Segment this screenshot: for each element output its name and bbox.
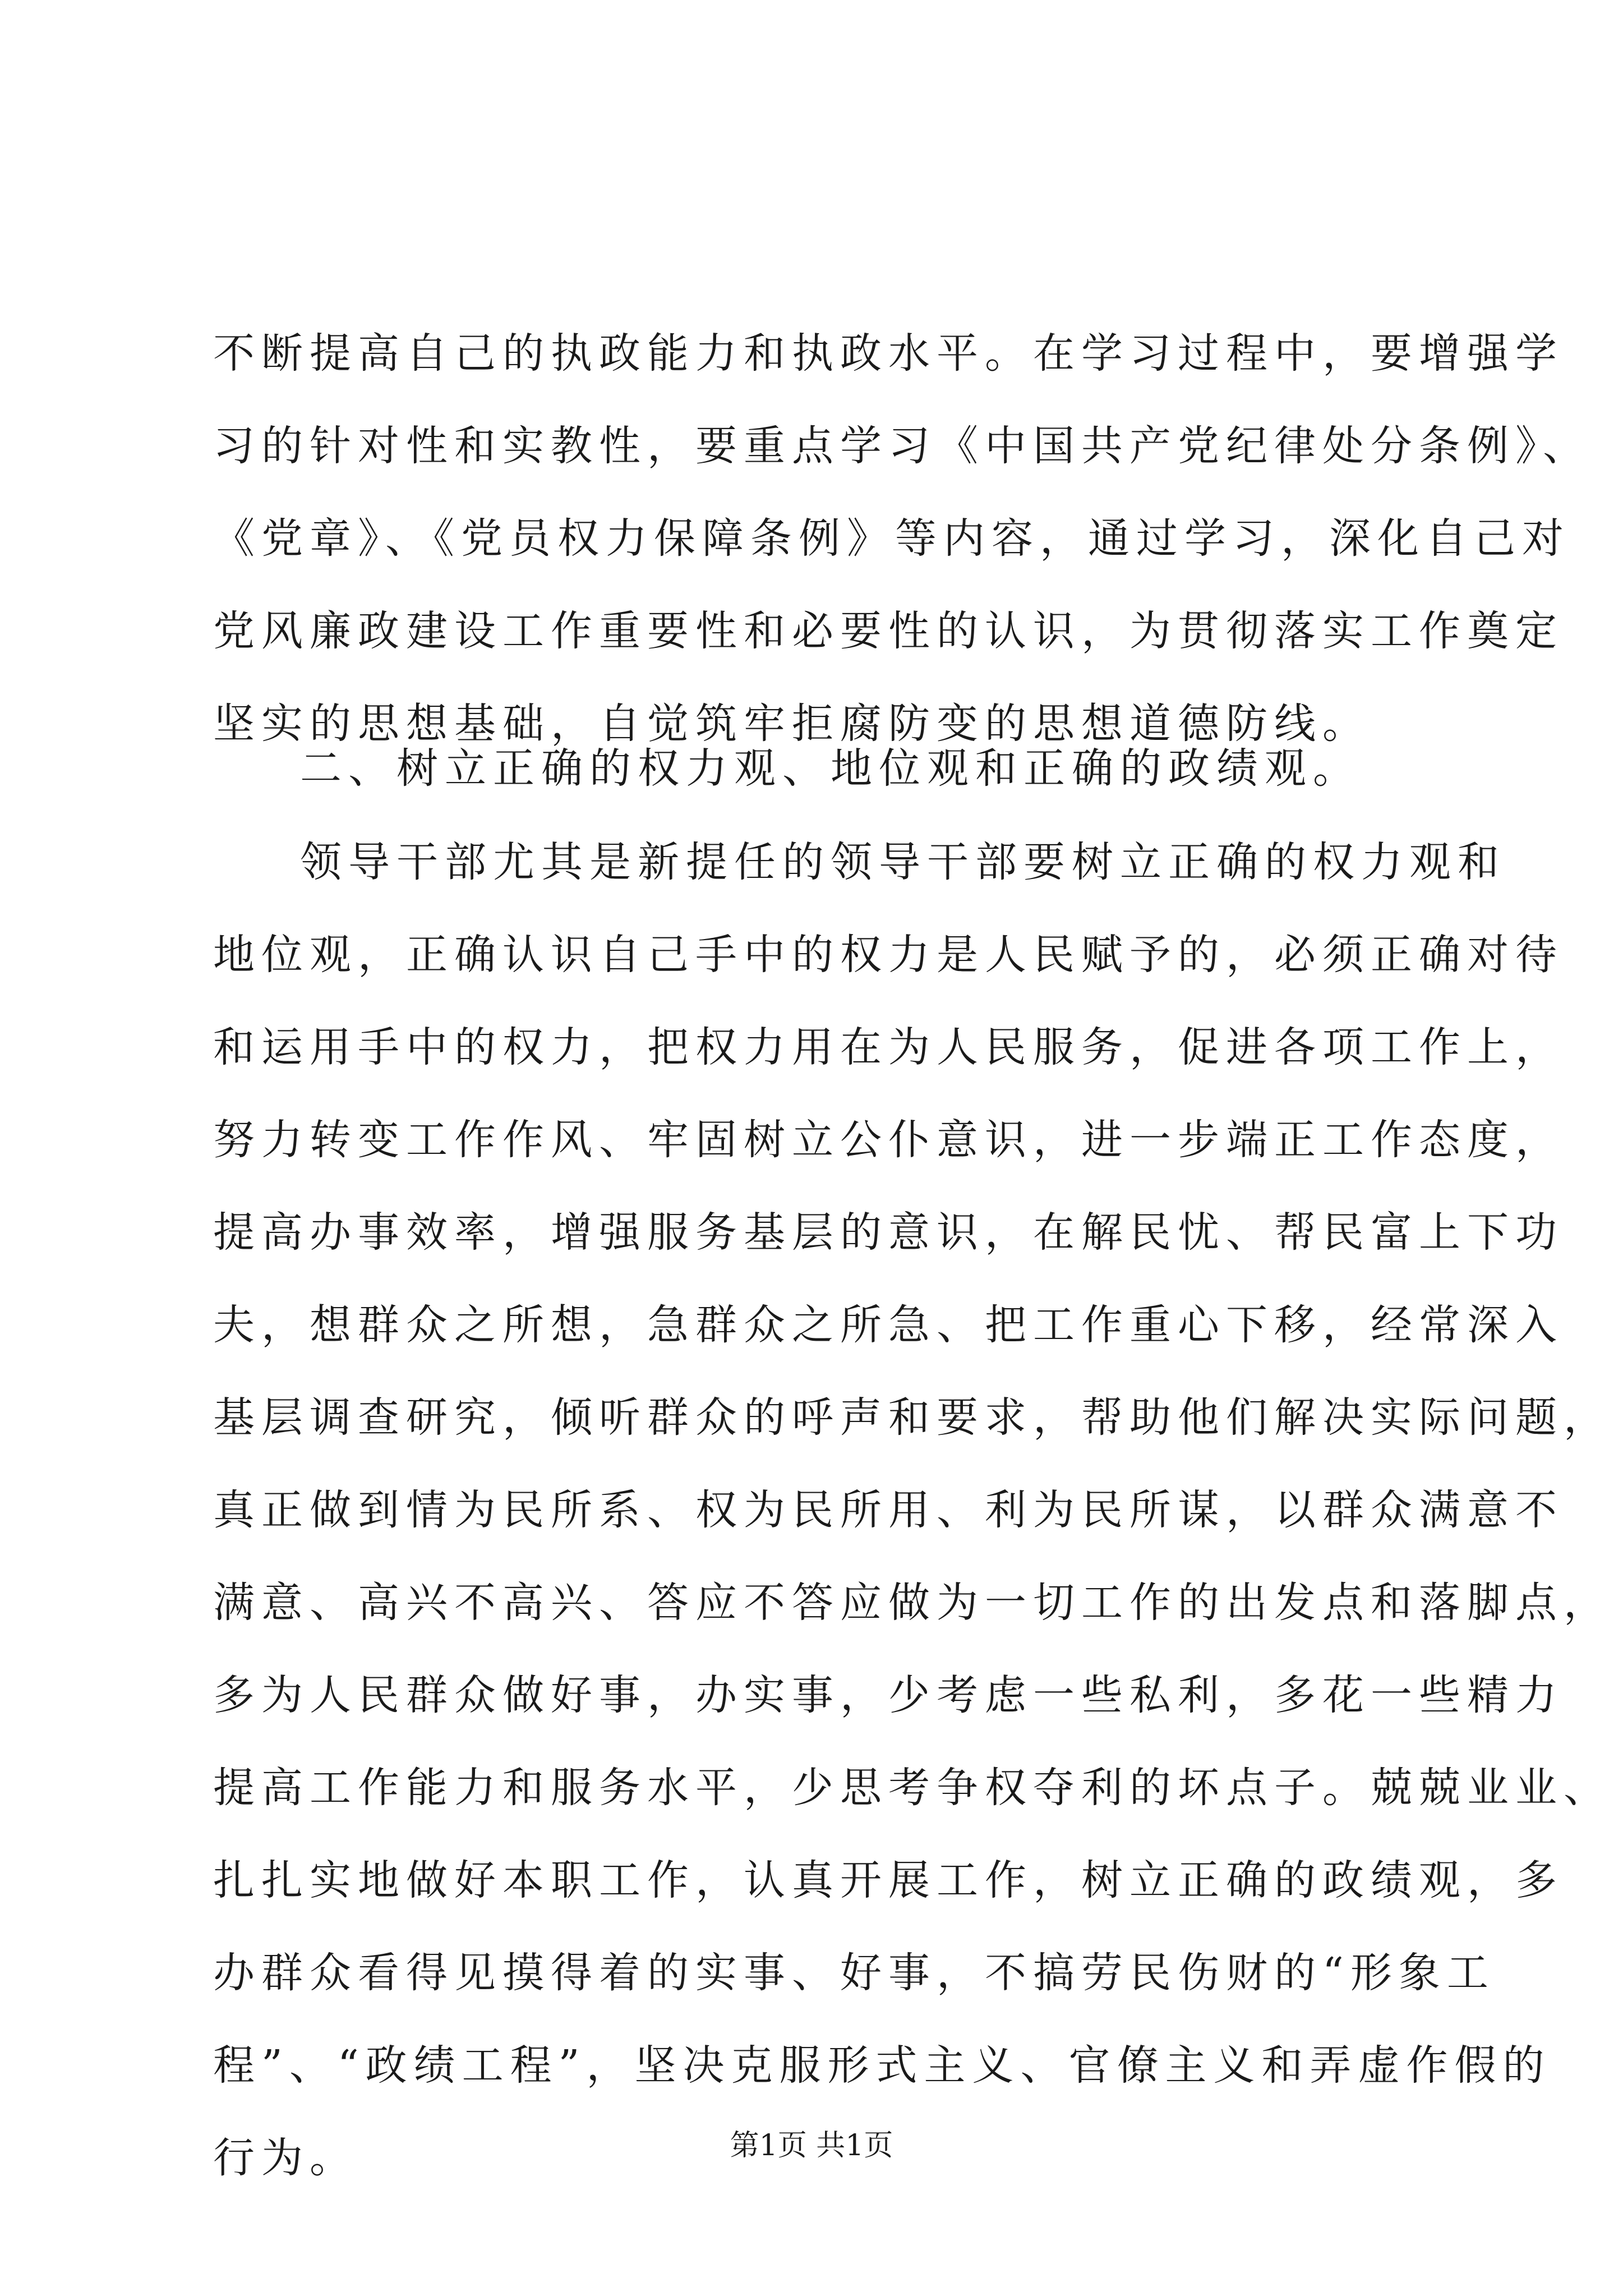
page-footer: 第1页 共1页 [730,2129,893,2162]
text-line: 努力转变工作作风、牢固树立公仆意识，进一步端正工作态度， [213,1116,1564,1164]
text-line: 领导干部尤其是新提任的领导干部要树立正确的权力观和 [300,838,1506,886]
text-line: 程”、“政绩工程”，坚决克服形式主义、官僚主义和弄虚作假的 [213,2041,1551,2090]
text-line: 办群众看得见摸得着的实事、好事，不搞劳民伤财的“形象工 [213,1949,1495,1997]
paragraph-study [213,307,1591,770]
text-line: 和运用手中的权力，把权力用在为人民服务，促进各项工作上， [213,1023,1564,1071]
text-line: 行为。 [213,2134,358,2182]
section-heading: 二、树立正确的权力观、地位观和正确的政绩观。 [300,744,1361,793]
text-line: 夫，想群众之所想，急群众之所急、把工作重心下移，经常深入 [213,1301,1564,1349]
text-line: 提高办事效率，增强服务基层的意识，在解民忧、帮民富上下功 [213,1208,1564,1257]
text-line: 多为人民群众做好事，办实事，少考虑一些私利，多花一些精力 [213,1671,1564,1719]
paragraph-power-view [213,816,1612,2205]
text-line: 扎扎实地做好本职工作，认真开展工作，树立正确的政绩观，多 [213,1856,1564,1904]
text-line: 党风廉政建设工作重要性和必要性的认识，为贯彻落实工作奠定 [213,607,1564,655]
text-line: 基层调查研究，倾听群众的呼声和要求，帮助他们解决实际问题， [213,1393,1612,1442]
text-line: 真正做到情为民所系、权为民所用、利为民所谋，以群众满意不 [213,1486,1564,1534]
text-line: 提高工作能力和服务水平，少思考争权夺利的坏点子。兢兢业业、 [213,1764,1612,1812]
text-line: 满意、高兴不高兴、答应不答应做为一切工作的出发点和落脚点， [213,1579,1612,1627]
text-line: 不断提高自己的执政能力和执政水平。在学习过程中，要增强学 [213,329,1564,378]
text-line: 坚实的思想基础，自觉筑牢拒腐防变的思想道德防线。 [213,700,1371,748]
text-line: 地位观，正确认识自己手中的权力是人民赋予的，必须正确对待 [213,931,1564,979]
text-line: 《党章》、《党员权力保障条例》等内容，通过学习，深化自己对 [213,514,1570,563]
text-line: 习的针对性和实教性，要重点学习《中国共产党纪律处分条例》、 [213,422,1591,470]
